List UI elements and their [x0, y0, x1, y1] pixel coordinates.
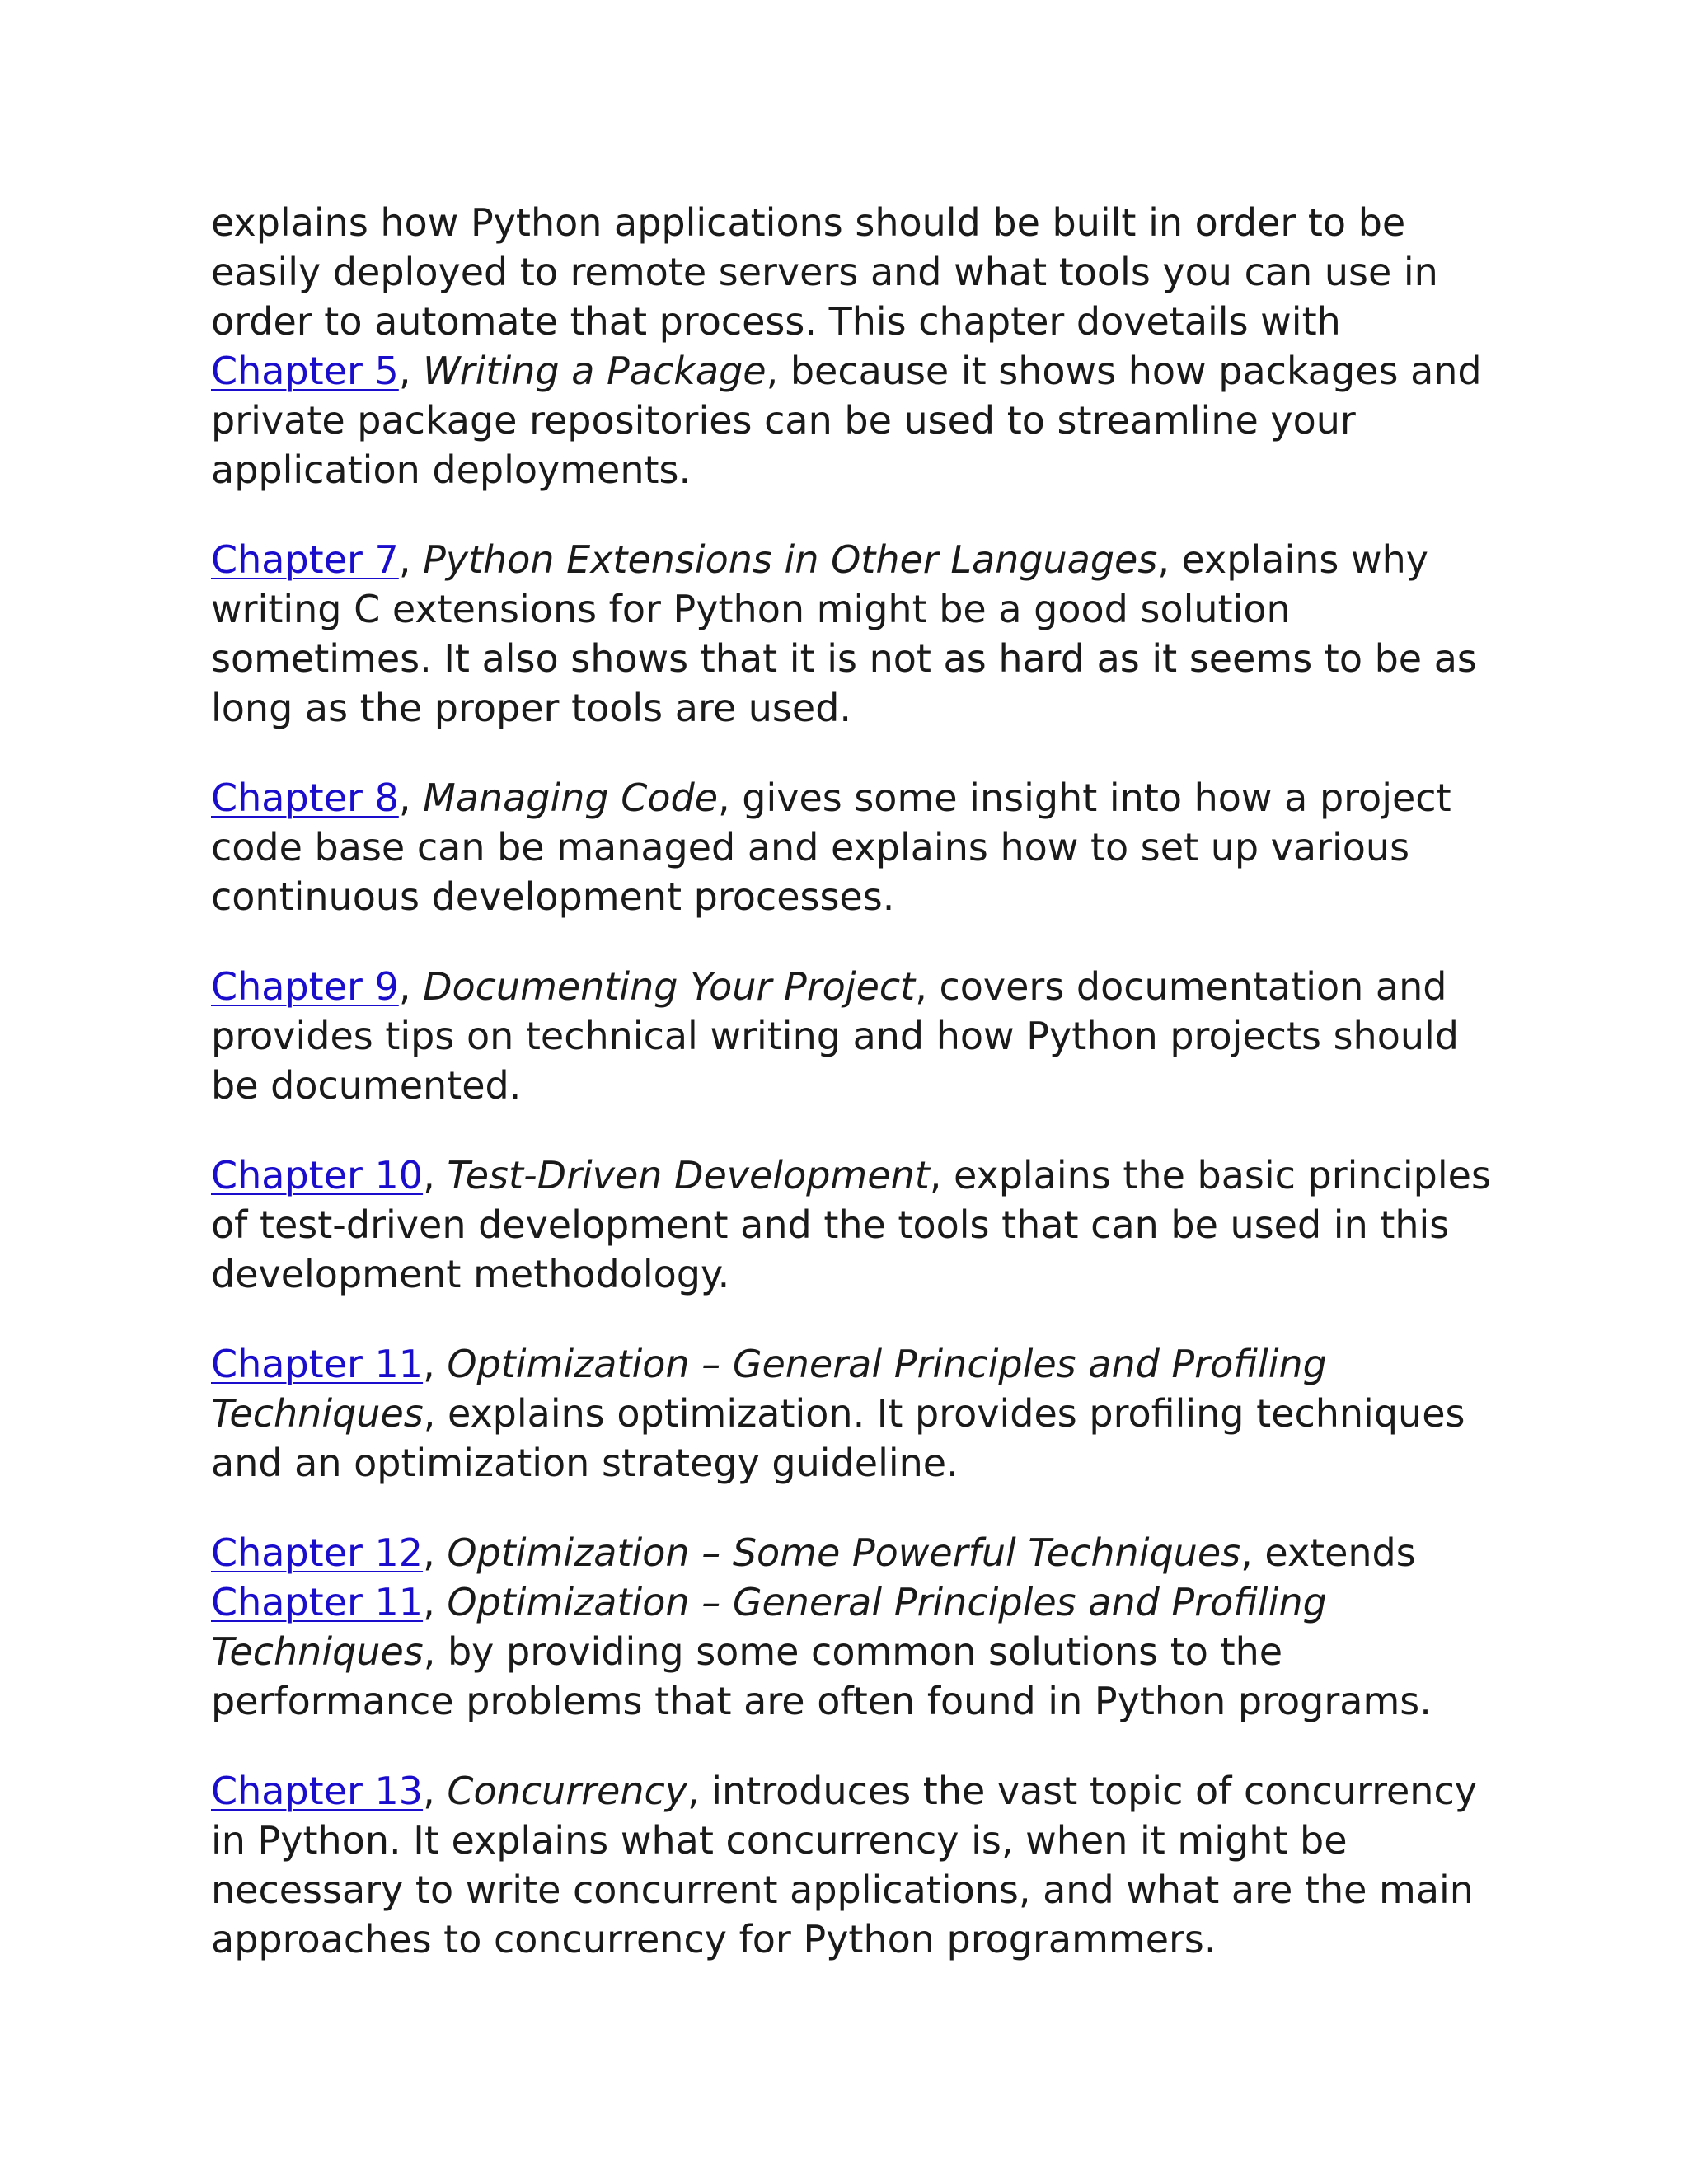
paragraph-p-ch8	[211, 773, 1497, 921]
chapter-title: Optimization – General Principles and Profiling Techniques	[211, 1580, 1327, 1674]
body-text: , covers documentation and provides tips on technical writing and how Python projects should be documented.	[211, 964, 1459, 1108]
chapter-title: Managing Code	[423, 776, 718, 820]
body-text: , by providing some common solutions to the performance problems that are often found in Python programs.	[211, 1629, 1432, 1723]
link-chapter-8[interactable]: Chapter 8	[211, 776, 399, 820]
paragraph-p-ch13	[211, 1766, 1497, 1964]
link-chapter-9[interactable]: Chapter 9	[211, 964, 399, 1009]
chapter-title: Python Extensions in Other Languages	[423, 537, 1158, 582]
body-text: ,	[423, 1769, 448, 1813]
chapter-title: Concurrency	[447, 1769, 687, 1813]
link-chapter-10[interactable]: Chapter 10	[211, 1153, 424, 1197]
chapter-title: Writing a Package	[423, 349, 767, 393]
link-chapter-7[interactable]: Chapter 7	[211, 537, 399, 582]
body-text: , explains optimization. It provides profiling techniques and an optimization strategy guideline.	[211, 1391, 1465, 1485]
body-text: , explains the basic principles of test-driven development and the tools that can be used in this development methodology.	[211, 1153, 1491, 1296]
body-text: ,	[398, 964, 424, 1009]
link-chapter-13[interactable]: Chapter 13	[211, 1769, 424, 1813]
body-text: ,	[398, 537, 424, 582]
chapter-title: Test-Driven Development	[447, 1153, 930, 1197]
body-text: , introduces the vast topic of concurrency in Python. It explains what concurrency is, when it might be necessary to write concurrent applications, and what are the main approaches to concurrency for Python programmers.	[211, 1769, 1477, 1961]
link-chapter-11-ref[interactable]: Chapter 11	[211, 1580, 424, 1624]
chapter-title: Optimization – Some Powerful Techniques	[447, 1530, 1241, 1575]
link-chapter-5[interactable]: Chapter 5	[211, 349, 399, 393]
body-text: , because it shows how packages and private package repositories can be used to streamline your application deployments.	[211, 349, 1482, 492]
chapter-title: Optimization – General Principles and Profiling Techniques	[211, 1342, 1327, 1436]
paragraph-p-ch7	[211, 535, 1497, 733]
paragraph-p-ch12	[211, 1528, 1497, 1726]
chapter-title: Documenting Your Project	[423, 964, 916, 1009]
link-chapter-11[interactable]: Chapter 11	[211, 1342, 424, 1386]
body-text: , explains why writing C extensions for Python might be a good solution sometimes. It also shows that it is not as hard as it seems to be as long as the proper tools are used.	[211, 537, 1477, 730]
link-chapter-12[interactable]: Chapter 12	[211, 1530, 424, 1575]
body-text: ,	[423, 1153, 448, 1197]
paragraph-p-ch11	[211, 1339, 1497, 1488]
body-text: ,	[423, 1530, 448, 1575]
body-text: ,	[398, 776, 424, 820]
paragraph-p-deploy	[211, 198, 1497, 494]
paragraph-p-ch9	[211, 962, 1497, 1110]
body-text: explains how Python applications should be built in order to be easily deployed to remote servers and what tools you can use in order to automate that process. This chapter dovetails with	[211, 200, 1438, 344]
body-text: ,	[423, 1580, 448, 1624]
paragraph-p-ch10	[211, 1151, 1497, 1299]
body-text: ,	[423, 1342, 448, 1386]
document-page	[211, 198, 1497, 2004]
body-text: ,	[398, 349, 424, 393]
body-text: , gives some insight into how a project code base can be managed and explains how to set up various continuous development processes.	[211, 776, 1451, 919]
body-text: , extends	[1240, 1530, 1416, 1575]
